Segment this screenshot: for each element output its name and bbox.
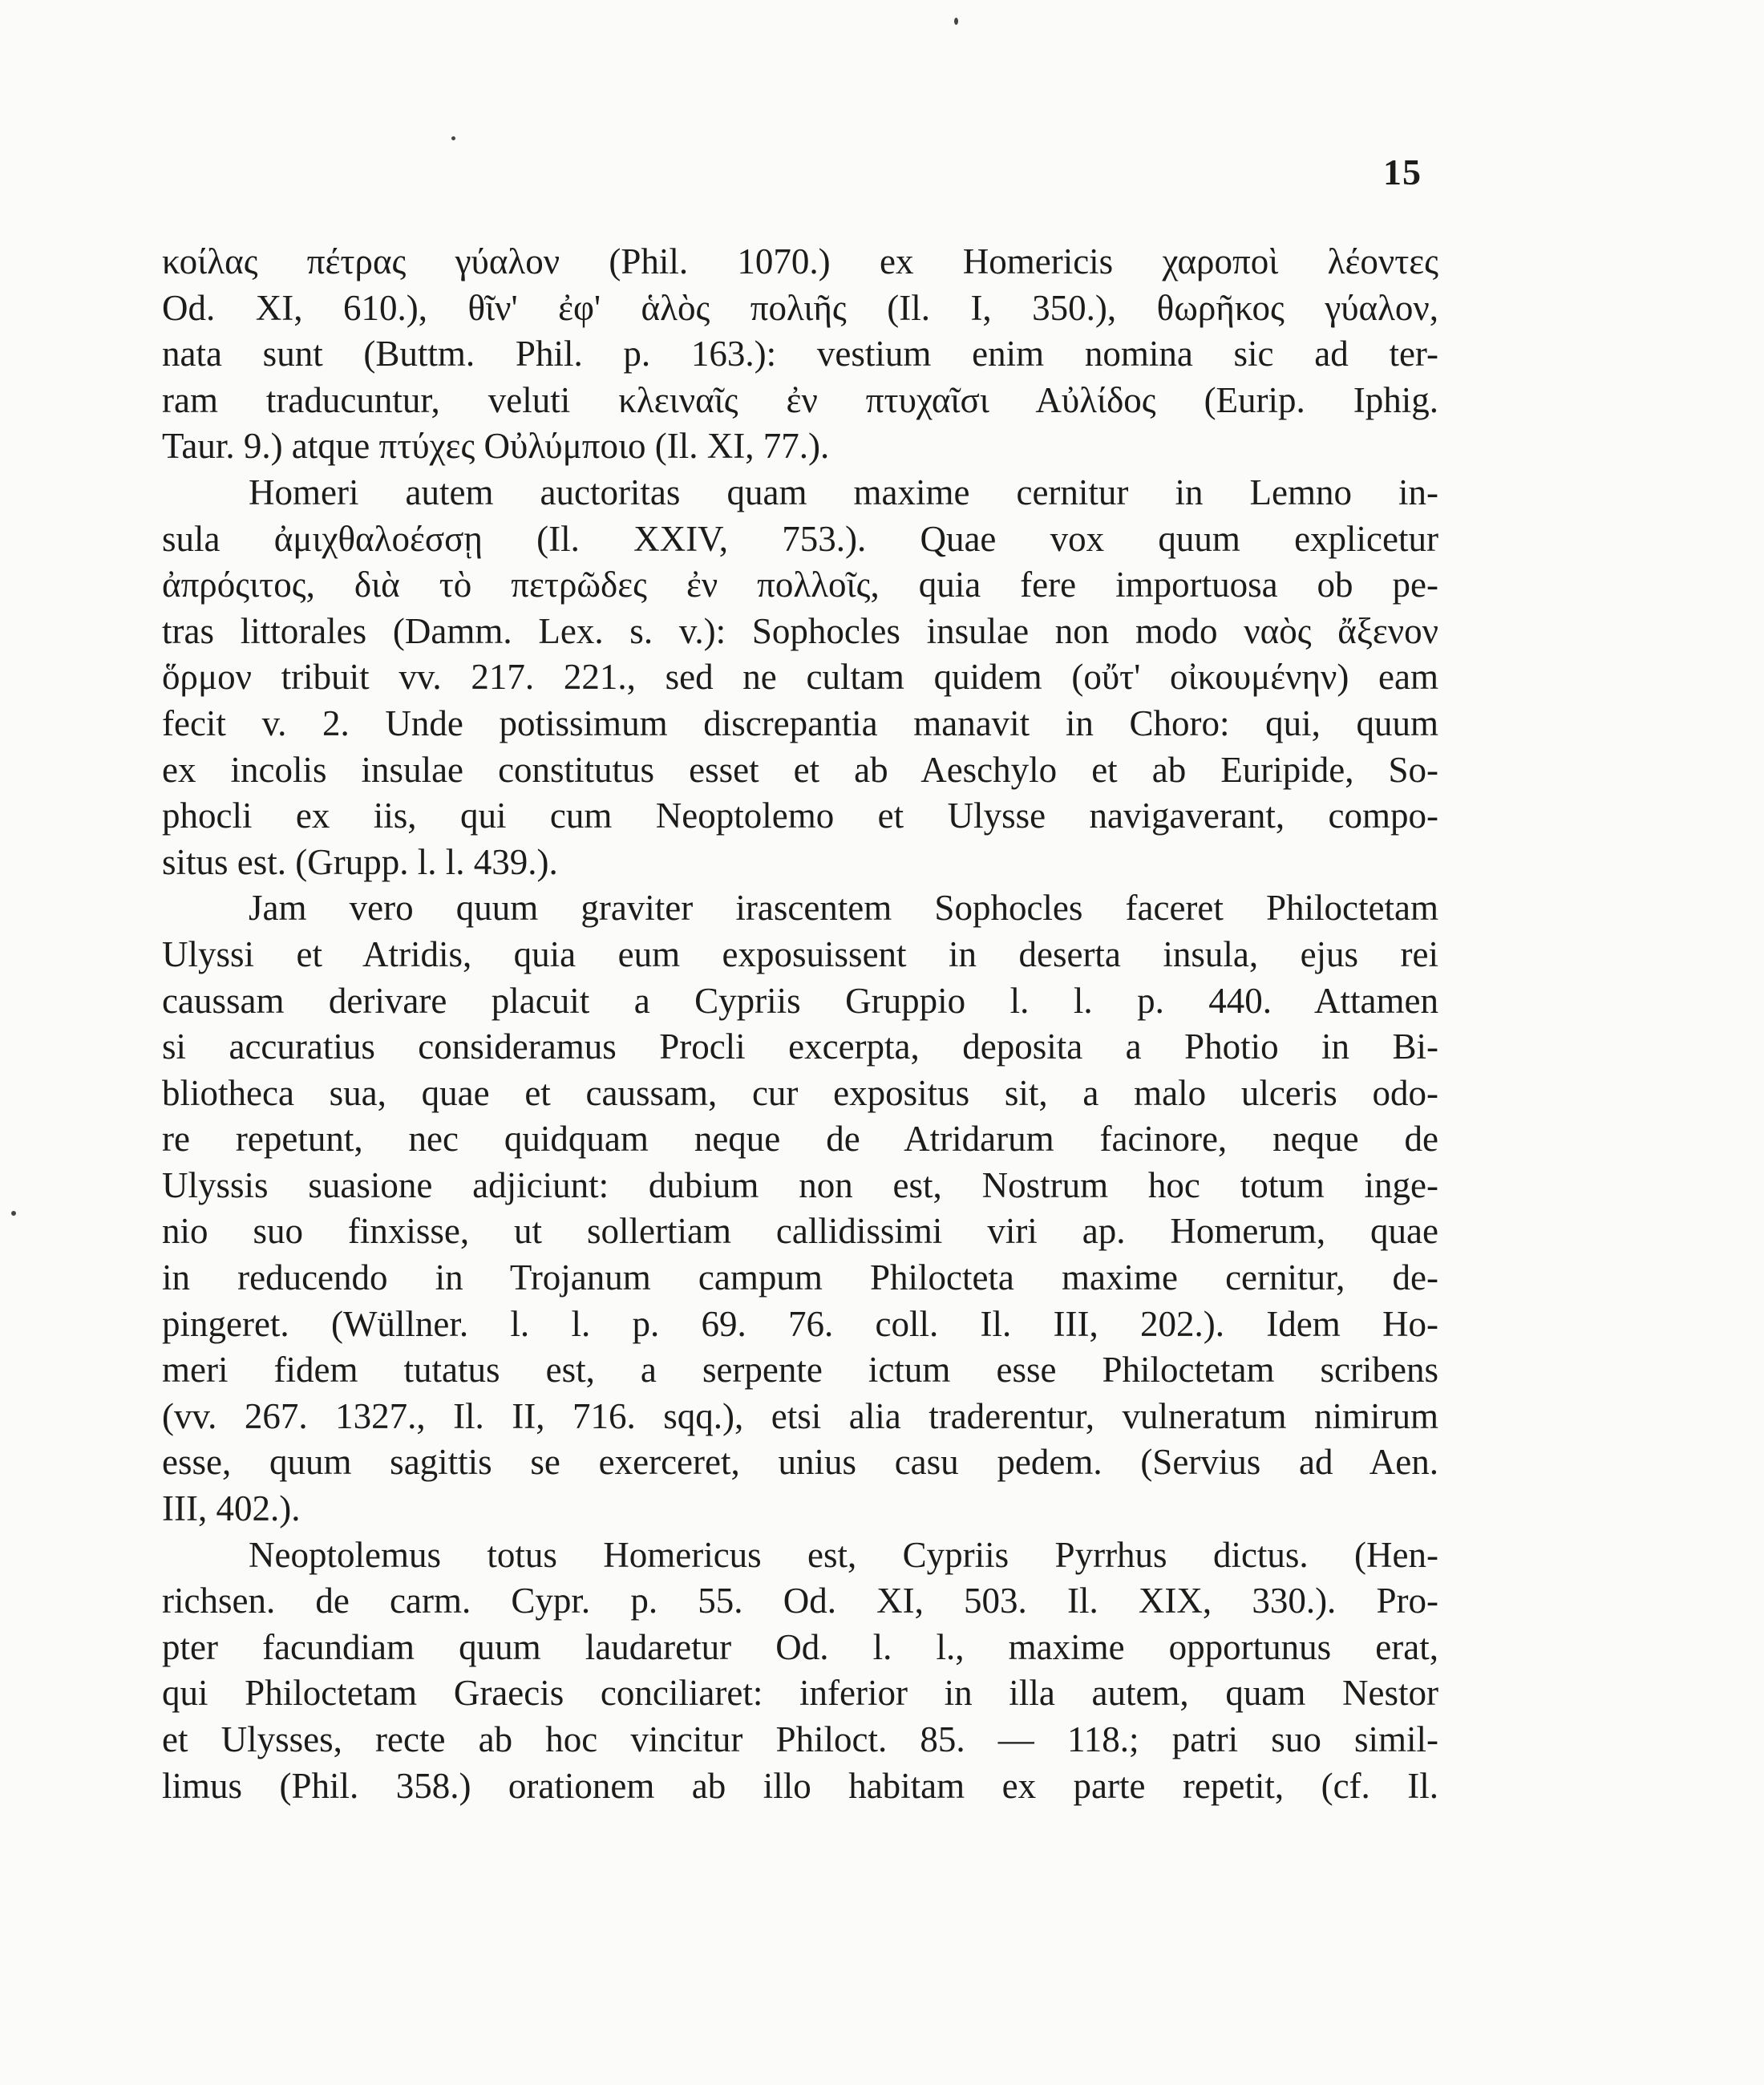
text-line: qui Philoctetam Graecis conciliaret: inferior in illa autem, quam Nestor [162, 1673, 1438, 1714]
text-line: phocli ex iis, qui cum Neoptolemo et Ulysse navigaverant, compo- [162, 796, 1438, 836]
text-line: et Ulysses, recte ab hoc vincitur Philoct. 85. — 118.; patri suo simil- [162, 1719, 1438, 1759]
paragraph-first-line: Jam vero quum graviter irascentem Sophocles faceret Philoctetam [249, 888, 1438, 929]
text-line: situs est. (Grupp. l. l. 439.). [162, 841, 558, 882]
text-line: Taur. 9.) atque πτύχες Οὐλύμποιο (Il. XI, 77.). [162, 426, 830, 467]
text-line: pingeret. (Wüllner. l. l. p. 69. 76. coll. Il. III, 202.). Idem Ho- [162, 1303, 1438, 1344]
text-line: ὅρμον tribuit vv. 217. 221., sed ne cultam quidem (οὔτ' οἰκουμένην) eam [162, 657, 1438, 698]
text-line: ἀπρόςιτος, διὰ τὸ πετρῶδες ἐν πολλοῖς, quia fere importuosa ob pe- [162, 565, 1438, 605]
text-line: in reducendo in Trojanum campum Philocteta maxime cernitur, de- [162, 1257, 1438, 1298]
text-line: (vv. 267. 1327., Il. II, 716. sqq.), etsi alia traderentur, vulneratum nimirum [162, 1395, 1438, 1436]
text-line: sula ἀμιχθαλοέσσῃ (Il. XXIV, 753.). Quae vox quum explicetur [162, 518, 1438, 559]
text-line: nio suo finxisse, ut sollertiam callidissimi viri ap. Homerum, quae [162, 1211, 1438, 1252]
text-line: re repetunt, nec quidquam neque de Atridarum facinore, neque de [162, 1119, 1438, 1160]
text-line: Ulyssis suasione adjiciunt: dubium non est, Nostrum hoc totum inge- [162, 1164, 1438, 1205]
text-line: caussam derivare placuit a Cypriis Gruppio l. l. p. 440. Attamen [162, 980, 1438, 1021]
text-line: meri fidem tutatus est, a serpente ictum esse Philoctetam scribens [162, 1350, 1438, 1391]
page-number: 15 [1383, 152, 1422, 192]
paragraph-first-line: Neoptolemus totus Homericus est, Cypriis Pyrrhus dictus. (Hen- [249, 1534, 1438, 1575]
text-line: esse, quum sagittis se exerceret, unius casu pedem. (Servius ad Aen. [162, 1442, 1438, 1483]
text-line: bliotheca sua, quae et caussam, cur expositus sit, a malo ulceris odo- [162, 1072, 1438, 1113]
scan-speck [11, 1211, 16, 1216]
text-line: tras littorales (Damm. Lex. s. v.): Sophocles insulae non modo ναὸς ἄξενον [162, 610, 1438, 651]
text-line: fecit v. 2. Unde potissimum discrepantia manavit in Choro: qui, quum [162, 702, 1438, 743]
text-line: Ulyssi et Atridis, quia eum exposuissent in deserta insula, ejus rei [162, 933, 1438, 974]
text-line: Od. XI, 610.), θῖν' ἐφ' ἁλὸς πολιῆς (Il. I, 350.), θωρῆκος γύαλον, [162, 287, 1438, 328]
text-line: limus (Phil. 358.) orationem ab illo habitam ex parte repetit, (cf. Il. [162, 1765, 1438, 1806]
text-line: III, 402.). [162, 1488, 301, 1529]
body-text [162, 239, 1438, 1809]
text-line: richsen. de carm. Cypr. p. 55. Od. XI, 503. Il. XIX, 330.). Pro- [162, 1581, 1438, 1621]
paragraph-first-line: Homeri autem auctoritas quam maxime cernitur in Lemno in- [249, 472, 1438, 512]
scan-speck [451, 136, 455, 140]
scan-speck [954, 18, 958, 25]
text-line: si accuratius consideramus Procli excerpta, deposita a Photio in Bi- [162, 1026, 1438, 1067]
text-line: κοίλας πέτρας γύαλον (Phil. 1070.) ex Homericis χαροποὶ λέοντες [162, 241, 1438, 281]
text-line: pter facundiam quum laudaretur Od. l. l., maxime opportunus erat, [162, 1626, 1438, 1667]
text-line: ex incolis insulae constitutus esset et ab Aeschylo et ab Euripide, So- [162, 749, 1438, 790]
text-line: nata sunt (Buttm. Phil. p. 163.): vestium enim nomina sic ad ter- [162, 334, 1438, 374]
text-line: ram traducuntur, veluti κλειναῖς ἐν πτυχαῖσι Αὐλίδος (Eurip. Iphig. [162, 379, 1438, 420]
